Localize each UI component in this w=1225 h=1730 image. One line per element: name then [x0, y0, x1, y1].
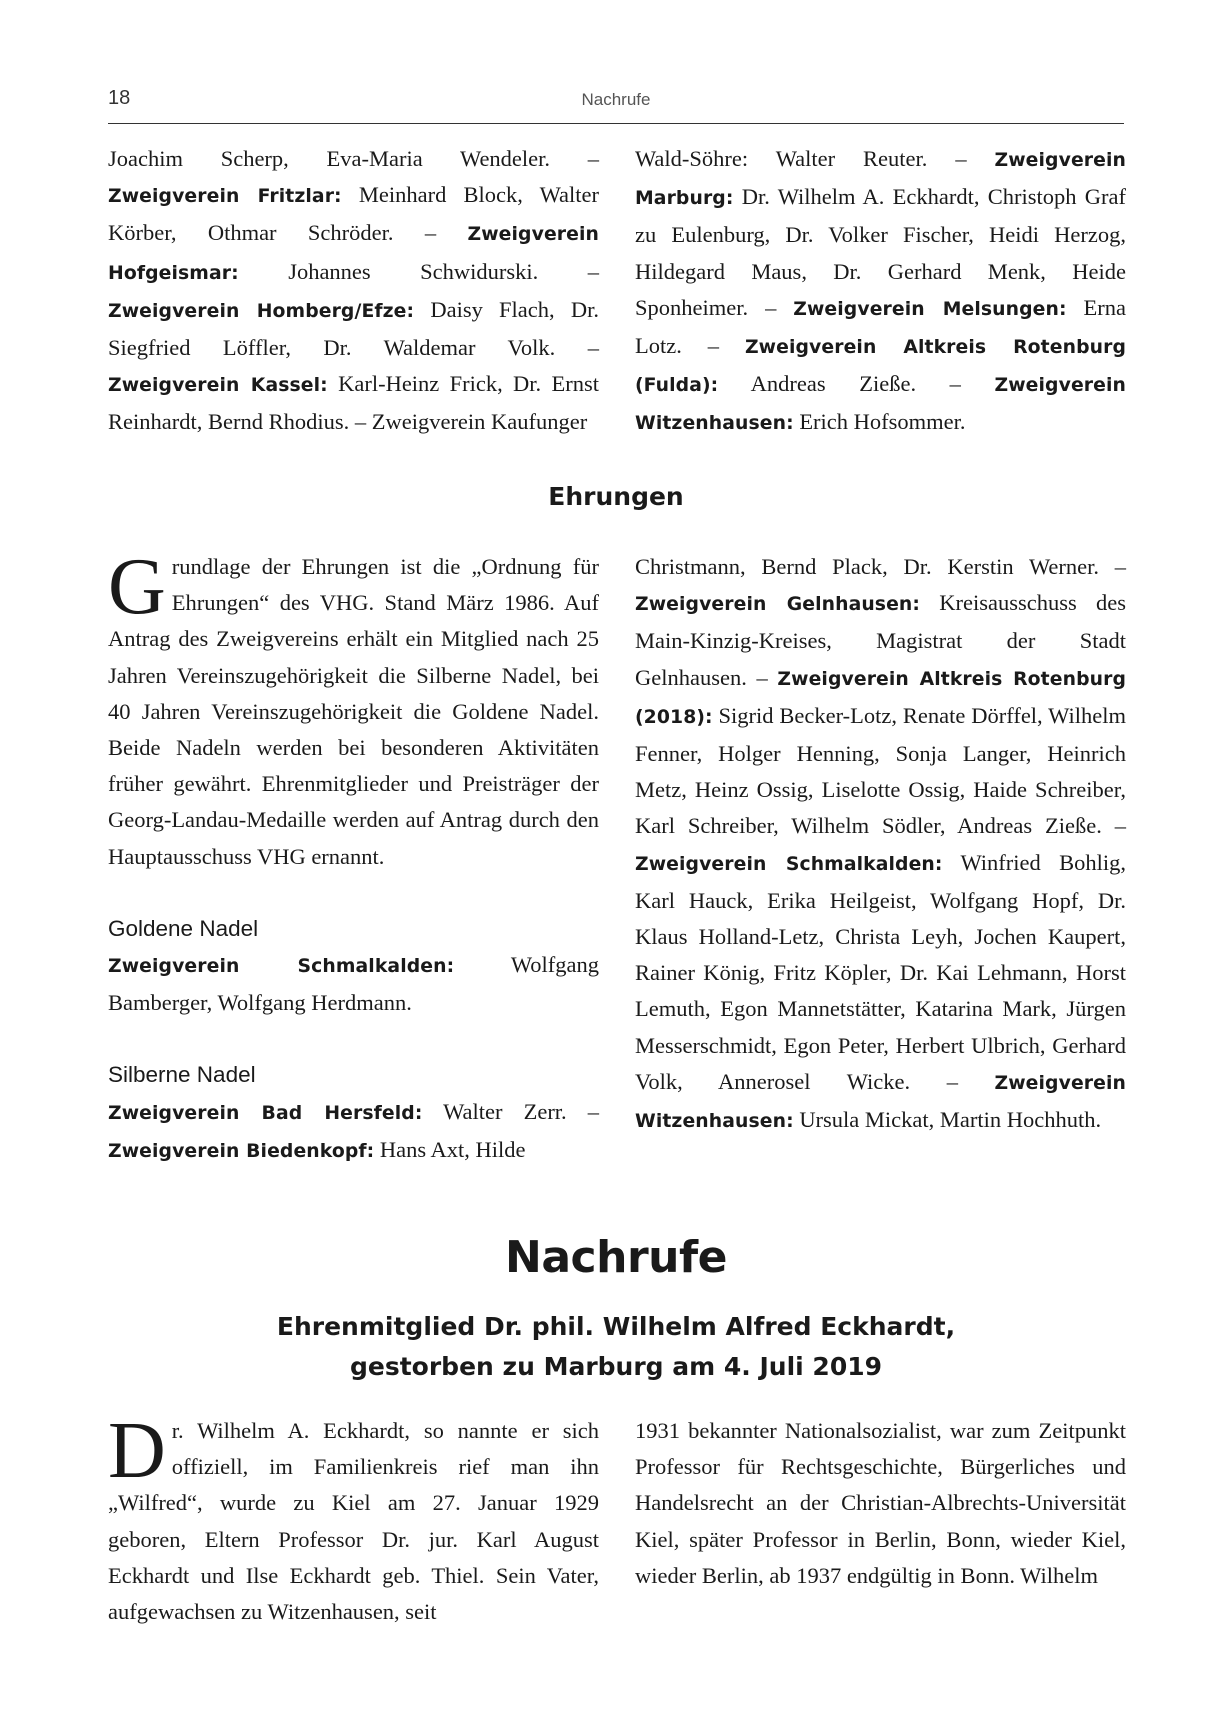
obituary-heading-line-1: Ehrenmitglied Dr. phil. Wilhelm Alfred Eckhardt,: [276, 1312, 956, 1341]
text-run: Karl-Heinz Frick, Dr. Ernst Reinhardt, Bernd Rhodius. – Zweigverein Kaufunger: [108, 371, 599, 435]
text-run: Meinhard Block, Walter Körber, Othmar Schröder. –: [108, 182, 600, 246]
text-run: Ursula Mickat, Martin Hochhuth.: [793, 1107, 1102, 1133]
drop-cap: G: [108, 543, 166, 631]
text-run: Sigrid Becker-Lotz, Renate Dörffel, Wilhelm Fenner, Holger Henning, Sonja Langer, Heinrich Metz, Heinz Ossig, Liselotte Ossig, Haide Schreiber, Karl Schreiber, Wilhelm Södler, Andreas Zieße. –: [635, 702, 1126, 839]
branch-name: Zweigverein Melsungen:: [793, 298, 1067, 320]
top-left-column: [108, 141, 599, 441]
text-run: Dr. Wilhelm A. Eckhardt, Christoph Graf zu Eulenburg, Dr. Volker Fischer, Heidi Herzog, Hildegard Maus, Dr. Gerhard Menk, Heide Sponheimer. –: [635, 184, 1126, 320]
branch-name: Zweigverein Marburg:: [635, 150, 1126, 210]
text-run: Walter Zerr. –: [422, 1098, 599, 1124]
drop-cap: D: [108, 1407, 166, 1495]
ehrungen-intro-text: rundlage der Ehrungen ist die „Ordnung für Ehrungen“ des VHG. Stand März 1986. Auf Antrag des Zweigvereins erhält ein Mitglied nach 25 Jahren Vereinszugehörigkeit die Silberne Nadel, bei 40 Jahren Vereinszugehörigkeit die Goldene Nadel. Beide Nadeln werden bei besonderen Aktivitäten früher gewährt. Ehrenmitglieder und Preisträger der Georg-Landau-Medaille werden auf Antrag durch den Hauptausschuss VHG ernannt.: [108, 554, 599, 869]
text-run: Christmann, Bernd Plack, Dr. Kerstin Werner. –: [635, 554, 1126, 579]
text-run: Joachim Scherp, Eva-Maria Wendeler. –: [108, 146, 599, 171]
goldene-nadel-list: [108, 947, 599, 1021]
obituary-left-text: r. Wilhelm A. Eckhardt, so nannte er sich offiziell, im Familienkreis rief man ihn „Wilfred“, wurde zu Kiel am 27. Januar 1929 geboren, Eltern Professor Dr. jur. Karl August Eckhardt und Ilse Eckhardt geb. Thiel. Sein Vater, aufgewachsen zu Witzenhausen, seit: [108, 1418, 599, 1625]
text-run: Kreisausschuss des Main-Kinzig-Kreises, Magistrat der Stadt Gelnhausen. –: [635, 590, 1126, 690]
text-run: Daisy Flach, Dr. Siegfried Löffler, Dr. Waldemar Volk. –: [108, 296, 599, 361]
text-run: Wald-Söhre: Walter Reuter. –: [635, 146, 995, 171]
branch-name: Zweigverein Witzenhausen:: [635, 1072, 1126, 1133]
text-run: Erich Hofsommer.: [793, 409, 966, 435]
ehrungen-right-column: [635, 549, 1126, 1140]
branch-name: Zweigverein Gelnhausen:: [635, 594, 921, 616]
text-run: Erna Lotz. –: [635, 294, 1126, 359]
silberne-nadel-heading: Silberne Nadel: [108, 1062, 256, 1088]
silberne-nadel-list-start: [108, 1094, 599, 1170]
obituary-right-column: [635, 1413, 1126, 1594]
branch-name: Zweigverein Kassel:: [108, 375, 328, 397]
obituary-heading-line-2: gestorben zu Marburg am 4. Juli 2019: [349, 1352, 883, 1381]
branch-name: Zweigverein Altkreis Rotenburg (Fulda):: [635, 337, 1126, 397]
obituary-heading: [108, 1307, 1124, 1387]
nachrufe-title: Nachrufe: [505, 1232, 727, 1283]
branch-name: Zweigverein Schmalkalden:: [108, 956, 455, 978]
branch-name: Zweigverein Fritzlar:: [108, 186, 342, 208]
text-run: Andreas Zieße. –: [718, 371, 995, 397]
section-heading-ehrungen: Ehrungen: [548, 482, 684, 511]
text-run: Wolfgang Bamberger, Wolfgang Herdmann.: [108, 952, 599, 1016]
ehrungen-intro-paragraph: [108, 543, 599, 875]
text-run: Winfried Bohlig, Karl Hauck, Erika Heilgeist, Wolfgang Hopf, Dr. Klaus Holland-Letz, Christa Leyh, Jochen Kaupert, Rainer König, Fritz Köpler, Dr. Kai Lehmann, Horst Lemuth, Egon Mannetstätter, Katarina Mark, Jürgen Messerschmidt, Egon Peter, Herbert Ulbrich, Gerhard Volk, Annerosel Wicke. –: [635, 849, 1126, 1094]
branch-name: Zweigverein Biedenkopf:: [108, 1140, 375, 1162]
obituary-left-paragraph: [108, 1407, 599, 1630]
text-run: Hans Axt, Hilde: [374, 1136, 526, 1162]
top-right-column: [635, 141, 1126, 443]
top-left-paragraph: [108, 141, 599, 441]
obituary-left-column: [108, 1407, 599, 1630]
ehrungen-left-column: [108, 543, 599, 1170]
obituary-right-paragraph: 1931 bekannter Nationalsozialist, war zum Zeitpunkt Professor für Rechtsgeschichte, Bürgerliches und Handelsrecht an der Christian-Albrechts-Universität Kiel, später Professor in Berlin, Bonn, wieder Kiel, wieder Berlin, ab 1937 endgültig in Bonn. Wilhelm: [635, 1418, 1126, 1588]
top-right-paragraph: [635, 141, 1126, 443]
branch-name: Zweigverein Witzenhausen:: [635, 375, 1126, 435]
running-title: Nachrufe: [581, 90, 651, 109]
branch-name: Zweigverein Hofgeismar:: [108, 224, 599, 284]
page-header: [108, 83, 1124, 124]
goldene-nadel-heading: Goldene Nadel: [108, 915, 259, 941]
branch-name: Zweigverein Bad Hersfeld:: [108, 1102, 423, 1124]
page-number: 18: [108, 87, 131, 109]
branch-name: Zweigverein Altkreis Rotenburg (2018):: [635, 668, 1126, 728]
branch-name: Zweigverein Homberg/Efze:: [108, 300, 415, 322]
text-run: Johannes Schwidurski. –: [238, 258, 599, 284]
branch-name: Zweigverein Schmalkalden:: [635, 853, 943, 875]
silberne-nadel-list-cont: [635, 549, 1126, 1140]
